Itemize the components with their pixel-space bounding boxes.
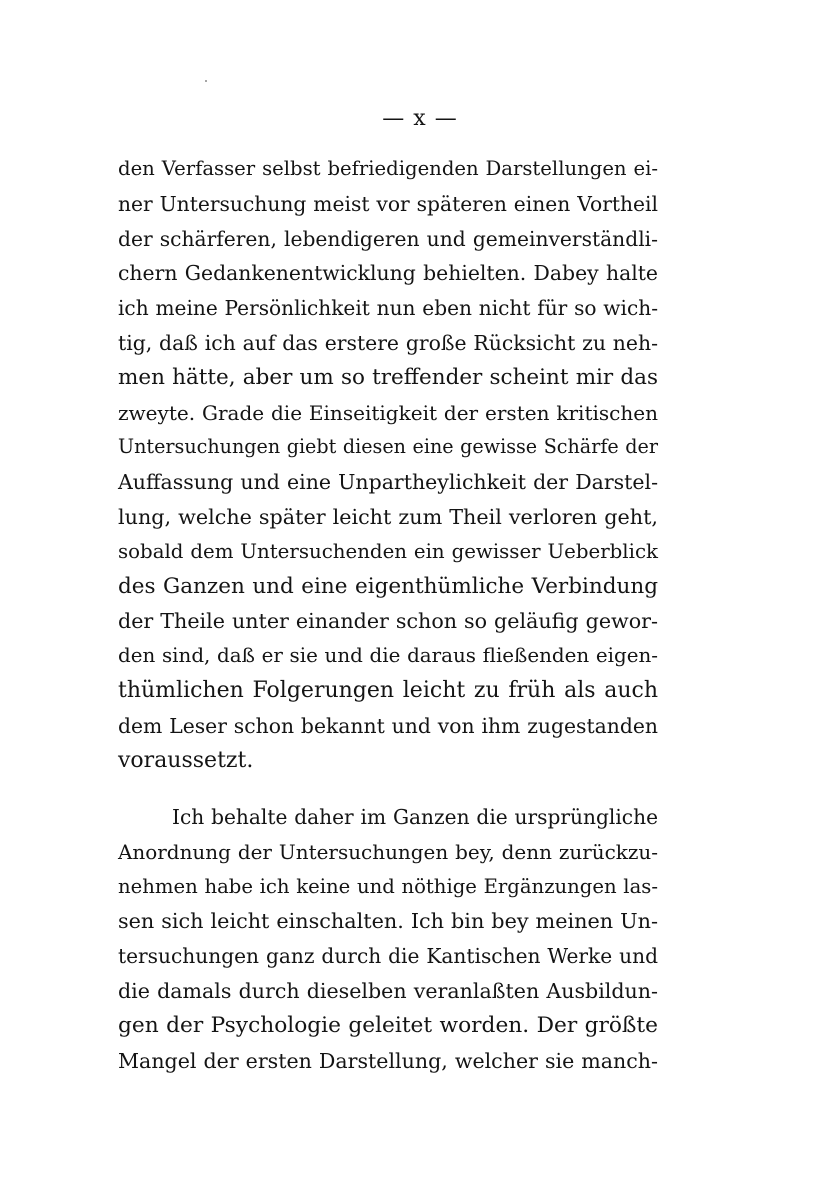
text-line: der Theile unter einander schon so geläufig gewor- (118, 609, 658, 634)
text-line: chern Gedankenentwicklung behielten. Dabey halte (118, 261, 658, 286)
text-line: voraussetzt. (118, 747, 254, 773)
text-line: die damals durch dieselben veranlaßten Ausbildun- (118, 978, 658, 1003)
text-line: sen sich leicht einschalten. Ich bin bey meinen Un- (118, 909, 658, 934)
text-line: dem Leser schon bekannt und von ihm zugestanden (118, 713, 658, 738)
text-line: nehmen habe ich keine und nöthige Ergänzungen las- (118, 874, 658, 898)
text-line: Anordnung der Untersuchungen bey, denn zurückzu- (118, 839, 658, 864)
text-line: tig, daß ich auf das erstere große Rücksicht zu neh- (118, 330, 658, 355)
paragraph-1 (118, 152, 658, 778)
text-line: lung, welche später leicht zum Theil verloren geht, (118, 504, 658, 529)
print-speck (205, 80, 207, 82)
paragraph-2 (118, 800, 658, 1078)
text-line: Mangel der ersten Darstellung, welcher sie manch- (118, 1048, 658, 1073)
text-line: den Verfasser selbst befriedigenden Darstellungen ei- (118, 157, 658, 180)
text-line: den sind, daß er sie und die daraus fließenden eigen- (118, 644, 658, 668)
text-line: zweyte. Grade die Einseitigkeit der ersten kritischen (118, 400, 658, 425)
text-line: sobald dem Untersuchenden ein gewisser Ueberblick (118, 539, 658, 563)
text-line: ner Untersuchung meist vor späteren einen Vortheil (118, 191, 658, 216)
text-line: Untersuchungen giebt diesen eine gewisse Schärfe der (118, 435, 658, 459)
text-line: der schärferen, lebendigeren und gemeinverständli- (118, 226, 658, 251)
text-line: thümlichen Folgerungen leicht zu früh als auch (118, 677, 658, 703)
text-line: men hätte, aber um so treffender scheint mir das (118, 364, 658, 390)
text-line: tersuchungen ganz durch die Kantischen Werke und (118, 944, 658, 969)
text-line: Auffassung und eine Unpartheylichkeit der Darstel- (118, 470, 658, 495)
text-line: ich meine Persönlichkeit nun eben nicht für so wich- (118, 296, 658, 321)
text-line: des Ganzen und eine eigenthümliche Verbindung (118, 573, 658, 599)
text-line: gen der Psychologie geleitet worden. Der größte (118, 1012, 658, 1038)
page-number: — x — (382, 106, 458, 131)
text-line: Ich behalte daher im Ganzen die ursprüngliche (172, 805, 658, 829)
